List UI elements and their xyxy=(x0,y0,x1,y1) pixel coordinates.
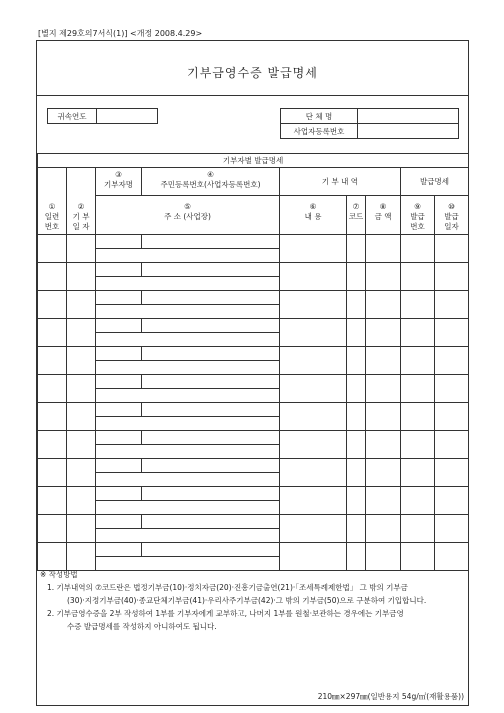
content-cell[interactable] xyxy=(280,375,347,403)
donor-name-cell[interactable] xyxy=(96,319,142,333)
col-address-header: ⑤ 주 소 (사업장) xyxy=(96,196,280,235)
donor-name-cell[interactable] xyxy=(96,431,142,445)
code-cell[interactable] xyxy=(347,515,366,543)
year-field[interactable] xyxy=(97,109,158,124)
regno-cell[interactable] xyxy=(142,459,280,473)
col-regno-header: ④ 주민등록번호(사업자등록번호) xyxy=(142,168,280,196)
address-cell[interactable] xyxy=(96,445,280,459)
content-cell[interactable] xyxy=(280,543,347,571)
date-cell[interactable] xyxy=(67,487,96,515)
instruction-1b: (30)·지정기부금(40)·종교단체기부금(41)·우리사주기부금(42)·그 밖의 기부금(50)으로 구분하여 기입합니다. xyxy=(67,596,427,605)
date-cell[interactable] xyxy=(67,235,96,263)
instructions-heading: ※ 작성방법 xyxy=(40,570,78,579)
address-cell[interactable] xyxy=(96,389,280,403)
date-cell[interactable] xyxy=(67,543,96,571)
serial-cell[interactable] xyxy=(38,235,67,263)
regno-cell[interactable] xyxy=(142,263,280,277)
donor-name-cell[interactable] xyxy=(96,487,142,501)
col-donor-header: ③ 기부자명 xyxy=(96,168,142,196)
address-cell[interactable] xyxy=(96,529,280,543)
bizno-field[interactable] xyxy=(358,124,459,139)
issue-no-cell[interactable] xyxy=(401,515,435,543)
address-cell[interactable] xyxy=(96,361,280,375)
form-reference: [별지 제29호의7서식(1)] <개정 2008.4.29> xyxy=(38,29,203,38)
regno-cell[interactable] xyxy=(142,515,280,529)
section-title: 기부자별 발급명세 xyxy=(38,154,469,168)
paper-spec: 210㎜×297㎜(일반용지 54g/㎡(재활용품)) xyxy=(317,692,464,701)
donor-name-cell[interactable] xyxy=(96,515,142,529)
instructions xyxy=(37,568,468,633)
table-row xyxy=(38,459,469,473)
date-cell[interactable] xyxy=(67,459,96,487)
address-cell[interactable] xyxy=(96,277,280,291)
content-cell[interactable] xyxy=(280,459,347,487)
serial-cell[interactable] xyxy=(38,291,67,319)
instruction-2a: 2. 기부금영수증을 2부 작성하여 1부를 기부자에게 교부하고, 나머지 1부를 원철·보관하는 경우에는 기부금영 xyxy=(47,609,404,618)
regno-cell[interactable] xyxy=(142,291,280,305)
amount-cell[interactable] xyxy=(366,487,401,515)
issue-date-cell[interactable] xyxy=(435,263,469,291)
regno-cell[interactable] xyxy=(142,403,280,417)
table-row xyxy=(38,375,469,389)
title-divider xyxy=(37,95,468,96)
table-row xyxy=(38,347,469,361)
code-cell[interactable] xyxy=(347,459,366,487)
instruction-2b: 수증 발급명세를 작성하지 아니하여도 됩니다. xyxy=(67,622,217,631)
date-cell[interactable] xyxy=(67,431,96,459)
amount-cell[interactable] xyxy=(366,291,401,319)
issue-date-cell[interactable] xyxy=(435,515,469,543)
issue-no-cell[interactable] xyxy=(401,291,435,319)
date-cell[interactable] xyxy=(67,263,96,291)
issue-no-cell[interactable] xyxy=(401,459,435,487)
issue-date-cell[interactable] xyxy=(435,543,469,571)
serial-cell[interactable] xyxy=(38,543,67,571)
code-cell[interactable] xyxy=(347,263,366,291)
issue-no-cell[interactable] xyxy=(401,263,435,291)
serial-cell[interactable] xyxy=(38,487,67,515)
amount-cell[interactable] xyxy=(366,347,401,375)
col-code-header: ⑦ 코드 xyxy=(347,196,366,235)
table-row xyxy=(38,235,469,249)
serial-cell[interactable] xyxy=(38,403,67,431)
issue-no-cell[interactable] xyxy=(401,431,435,459)
serial-cell[interactable] xyxy=(38,375,67,403)
amount-cell[interactable] xyxy=(366,319,401,347)
issue-date-cell[interactable] xyxy=(435,487,469,515)
donor-name-cell[interactable] xyxy=(96,459,142,473)
col-amount-header: ⑧ 금 액 xyxy=(366,196,401,235)
regno-cell[interactable] xyxy=(142,319,280,333)
date-cell[interactable] xyxy=(67,291,96,319)
amount-cell[interactable] xyxy=(366,235,401,263)
code-cell[interactable] xyxy=(347,235,366,263)
amount-cell[interactable] xyxy=(366,431,401,459)
issue-date-cell[interactable] xyxy=(435,375,469,403)
org-name-label: 단 체 명 xyxy=(281,109,358,124)
issue-no-cell[interactable] xyxy=(401,319,435,347)
code-cell[interactable] xyxy=(347,319,366,347)
col-issue-no-header: ⑨ 발급 번호 xyxy=(401,196,435,235)
year-label: 귀속연도 xyxy=(48,109,97,124)
org-table xyxy=(280,108,459,139)
donor-name-cell[interactable] xyxy=(96,263,142,277)
code-cell[interactable] xyxy=(347,431,366,459)
address-cell[interactable] xyxy=(96,473,280,487)
col-issue-date-header: ⑩ 발급 일자 xyxy=(435,196,469,235)
serial-cell[interactable] xyxy=(38,515,67,543)
table-row xyxy=(38,487,469,501)
col-content-header: ⑥ 내 용 xyxy=(280,196,347,235)
code-cell[interactable] xyxy=(347,375,366,403)
table-row xyxy=(38,291,469,305)
code-cell[interactable] xyxy=(347,347,366,375)
bizno-label: 사업자등록번호 xyxy=(281,124,358,139)
issue-no-cell[interactable] xyxy=(401,487,435,515)
date-cell[interactable] xyxy=(67,375,96,403)
instruction-1a: 1. 기부내역의 ⑦코드란은 법정기부금(10)·정치자금(20)·진흥기금출연(21)·「조세특례제한법」 그 밖의 기부금 xyxy=(47,583,408,592)
donor-name-cell[interactable] xyxy=(96,291,142,305)
issue-date-cell[interactable] xyxy=(435,319,469,347)
amount-cell[interactable] xyxy=(366,515,401,543)
code-cell[interactable] xyxy=(347,291,366,319)
amount-cell[interactable] xyxy=(366,375,401,403)
address-cell[interactable] xyxy=(96,501,280,515)
amount-cell[interactable] xyxy=(366,403,401,431)
issue-date-cell[interactable] xyxy=(435,431,469,459)
donor-name-cell[interactable] xyxy=(96,403,142,417)
content-cell[interactable] xyxy=(280,319,347,347)
org-name-field[interactable] xyxy=(358,109,459,124)
regno-cell[interactable] xyxy=(142,487,280,501)
donor-name-cell[interactable] xyxy=(96,347,142,361)
amount-cell[interactable] xyxy=(366,263,401,291)
content-cell[interactable] xyxy=(280,291,347,319)
issue-group-header: 발급명세 xyxy=(401,168,469,196)
content-cell[interactable] xyxy=(280,263,347,291)
issue-date-cell[interactable] xyxy=(435,459,469,487)
code-cell[interactable] xyxy=(347,543,366,571)
code-cell[interactable] xyxy=(347,403,366,431)
address-cell[interactable] xyxy=(96,417,280,431)
date-cell[interactable] xyxy=(67,403,96,431)
amount-cell[interactable] xyxy=(366,459,401,487)
content-cell[interactable] xyxy=(280,347,347,375)
table-row xyxy=(38,263,469,277)
serial-cell[interactable] xyxy=(38,347,67,375)
regno-cell[interactable] xyxy=(142,235,280,249)
issue-no-cell[interactable] xyxy=(401,235,435,263)
donation-group-header: 기 부 내 역 xyxy=(280,168,401,196)
serial-cell[interactable] xyxy=(38,319,67,347)
issue-no-cell[interactable] xyxy=(401,543,435,571)
content-cell[interactable] xyxy=(280,487,347,515)
regno-cell[interactable] xyxy=(142,431,280,445)
issuance-table xyxy=(37,153,469,571)
date-cell[interactable] xyxy=(67,515,96,543)
issue-date-cell[interactable] xyxy=(435,235,469,263)
content-cell[interactable] xyxy=(280,431,347,459)
issue-no-cell[interactable] xyxy=(401,375,435,403)
donor-name-cell[interactable] xyxy=(96,235,142,249)
form-title: 기부금영수증 발급명세 xyxy=(187,66,318,80)
serial-cell[interactable] xyxy=(38,459,67,487)
amount-cell[interactable] xyxy=(366,543,401,571)
donor-name-cell[interactable] xyxy=(96,375,142,389)
table-row xyxy=(38,403,469,417)
address-cell[interactable] xyxy=(96,333,280,347)
address-cell[interactable] xyxy=(96,305,280,319)
content-cell[interactable] xyxy=(280,403,347,431)
address-cell[interactable] xyxy=(96,249,280,263)
regno-cell[interactable] xyxy=(142,543,280,557)
col-date-header: ② 기 부 일 자 xyxy=(67,168,96,235)
issue-date-cell[interactable] xyxy=(435,403,469,431)
year-table xyxy=(47,108,158,124)
form-frame xyxy=(36,40,469,706)
issue-date-cell[interactable] xyxy=(435,347,469,375)
code-cell[interactable] xyxy=(347,487,366,515)
table-row xyxy=(38,515,469,529)
date-cell[interactable] xyxy=(67,319,96,347)
issue-date-cell[interactable] xyxy=(435,291,469,319)
table-row xyxy=(38,543,469,557)
col-serial-header: ① 일련 번호 xyxy=(38,168,67,235)
date-cell[interactable] xyxy=(67,347,96,375)
regno-cell[interactable] xyxy=(142,347,280,361)
issue-no-cell[interactable] xyxy=(401,347,435,375)
regno-cell[interactable] xyxy=(142,375,280,389)
content-cell[interactable] xyxy=(280,515,347,543)
content-cell[interactable] xyxy=(280,235,347,263)
table-row xyxy=(38,431,469,445)
serial-cell[interactable] xyxy=(38,431,67,459)
serial-cell[interactable] xyxy=(38,263,67,291)
donor-name-cell[interactable] xyxy=(96,543,142,557)
table-row xyxy=(38,319,469,333)
issue-no-cell[interactable] xyxy=(401,403,435,431)
